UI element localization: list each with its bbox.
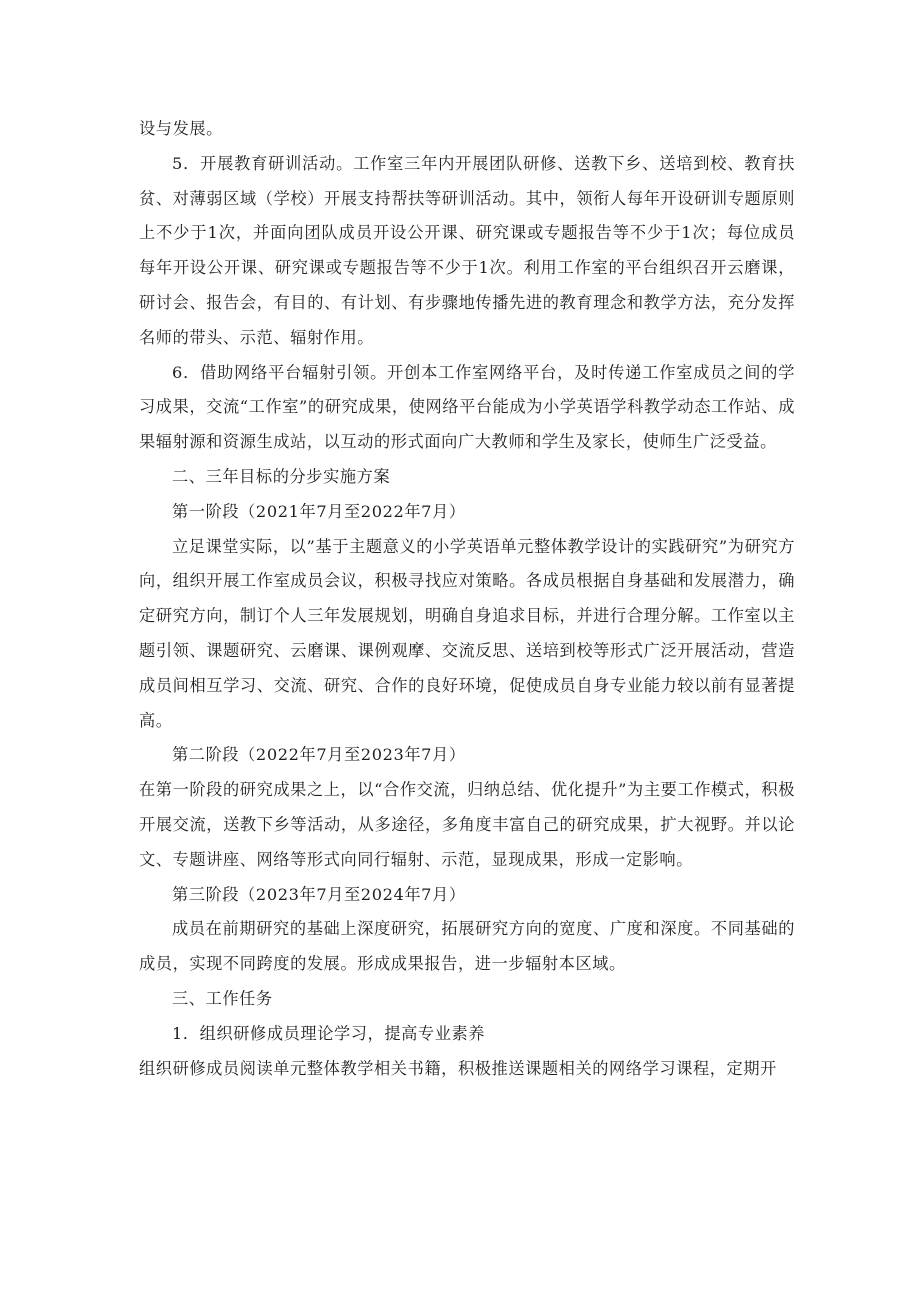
paragraph-task-1: 组织研修成员阅读单元整体教学相关书籍，积极推送课题相关的网络学习课程，定期开 [139,1058,777,1078]
document-body [139,112,795,1086]
section-heading-implementation-plan: 二、三年目标的分步实施方案 [172,466,391,486]
stage-heading-third: 第三阶段（2023年7月至2024年7月） [172,884,466,904]
paragraph-stage-first: 立足课堂实际，以”基于主题意义的小学英语单元整体教学设计的实践研究”为研究方向，组织开展工作室成员会议，积极寻找应对策略。各成员根据自身基础和发展潜力，确定研究方向，制订个人三年发展规划，明确自身追求目标，并进行合理分解。工作室以主题引领、课题研究、云磨课、课例观摩、交流反思、送培到校等形式广泛开展活动，营造成员间相互学习、交流、研究、合作的良好环境，促使成员自身专业能力较以前有显著提高。 [139,536,795,730]
stage-heading-second: 第二阶段（2022年7月至2023年7月） [172,745,466,765]
paragraph-item-6-network-platform: 6．借助网络平台辐射引领。开创本工作室网络平台，及时传递工作室成员之间的学习成果，交流“工作室”的研究成果，使网络平台能成为小学英语学科教学动态工作站、成果辐射源和资源生成站，以互动的形式面向广大教师和学生及家长，使师生广泛受益。 [139,362,795,452]
task-heading-1: 1．组织研修成员理论学习，提高专业素养 [172,1023,486,1043]
section-heading-work-tasks: 三、工作任务 [172,988,273,1008]
paragraph-continuation: 设与发展。 [139,119,223,138]
paragraph-item-5-research-activities: 5．开展教育研训活动。工作室三年内开展团队研修、送教下乡、送培到校、教育扶贫、对薄弱区域（学校）开展支持帮扶等研训活动。其中，领衔人每年开设研训专题原则上不少于1次，并面向团队成员开设公开课、研究课或专题报告等不少于1次；每位成员每年开设公开课、研究课或专题报告等不少于1次。利用工作室的平台组织召开云磨课，研讨会、报告会，有目的、有计划、有步骤地传播先进的教育理念和教学方法，充分发挥名师的带头、示范、辐射作用。 [139,153,795,347]
paragraph-stage-third: 成员在前期研究的基础上深度研究，拓展研究方向的宽度、广度和深度。不同基础的成员，实现不同跨度的发展。形成成果报告，进一步辐射本区域。 [139,919,795,974]
paragraph-stage-second: 在第一阶段的研究成果之上，以“合作交流，归纳总结、优化提升”为主要工作模式，积极开展交流，送教下乡等活动，从多途径，多角度丰富自己的研究成果，扩大视野。并以论文、专题讲座、网络等形式向同行辐射、示范，显现成果，形成一定影响。 [139,780,795,869]
stage-heading-first: 第一阶段（2021年7月至2022年7月） [172,501,466,521]
